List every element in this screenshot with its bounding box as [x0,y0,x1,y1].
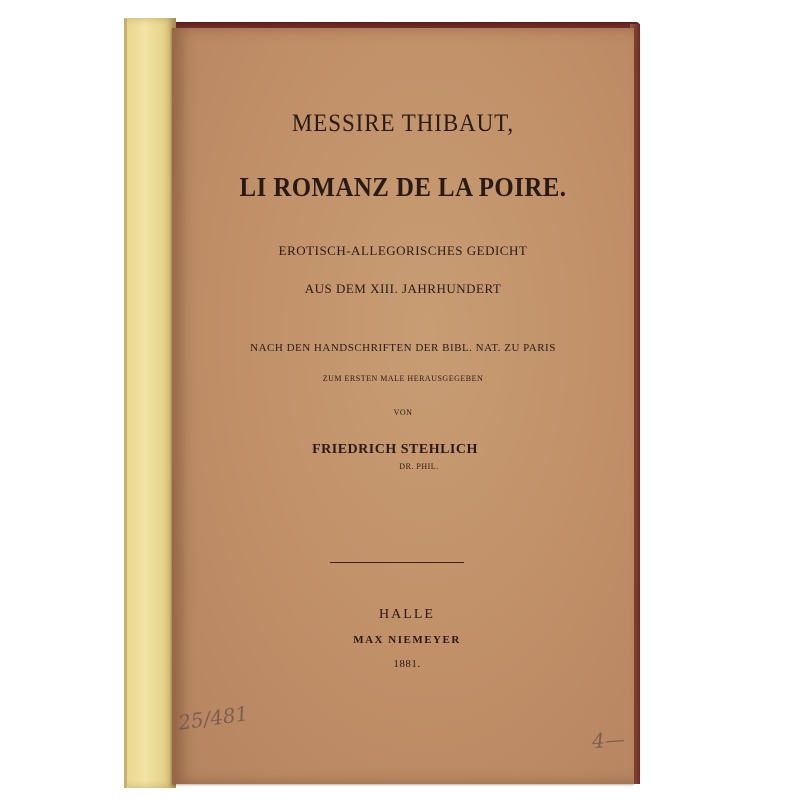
author-degree: DR. PHIL. [399,462,439,471]
subtitle-line-2: AUS DEM XIII. JAHRHUNDERT [304,281,502,296]
publisher-name: MAX NIEMEYER [353,634,461,646]
edition-line: ZUM ERSTEN MALE HERAUSGEGEBEN [322,374,484,383]
title-line-2: LI ROMANZ DE LA POIRE. [239,172,567,202]
publication-place: HALLE [379,607,435,622]
pencil-note-left: 25/481 [176,701,250,735]
divider-rule [330,562,464,563]
flyleaf-page [124,18,176,788]
source-line: NACH DEN HANDSCHRIFTEN DER BIBL. NAT. ZU PARIS [250,342,556,354]
flyleaf-edge [124,18,127,788]
title-line-1: MESSIRE THIBAUT, [291,110,515,137]
publication-year: 1881. [393,658,421,670]
by-line: VON [393,408,413,417]
title-page [172,28,634,784]
author-name: FRIEDRICH STEHLICH [312,442,478,457]
pencil-note-right: 4— [591,726,626,754]
subtitle-line-1: EROTISCH-ALLEGORISCHES GEDICHT [278,243,528,258]
